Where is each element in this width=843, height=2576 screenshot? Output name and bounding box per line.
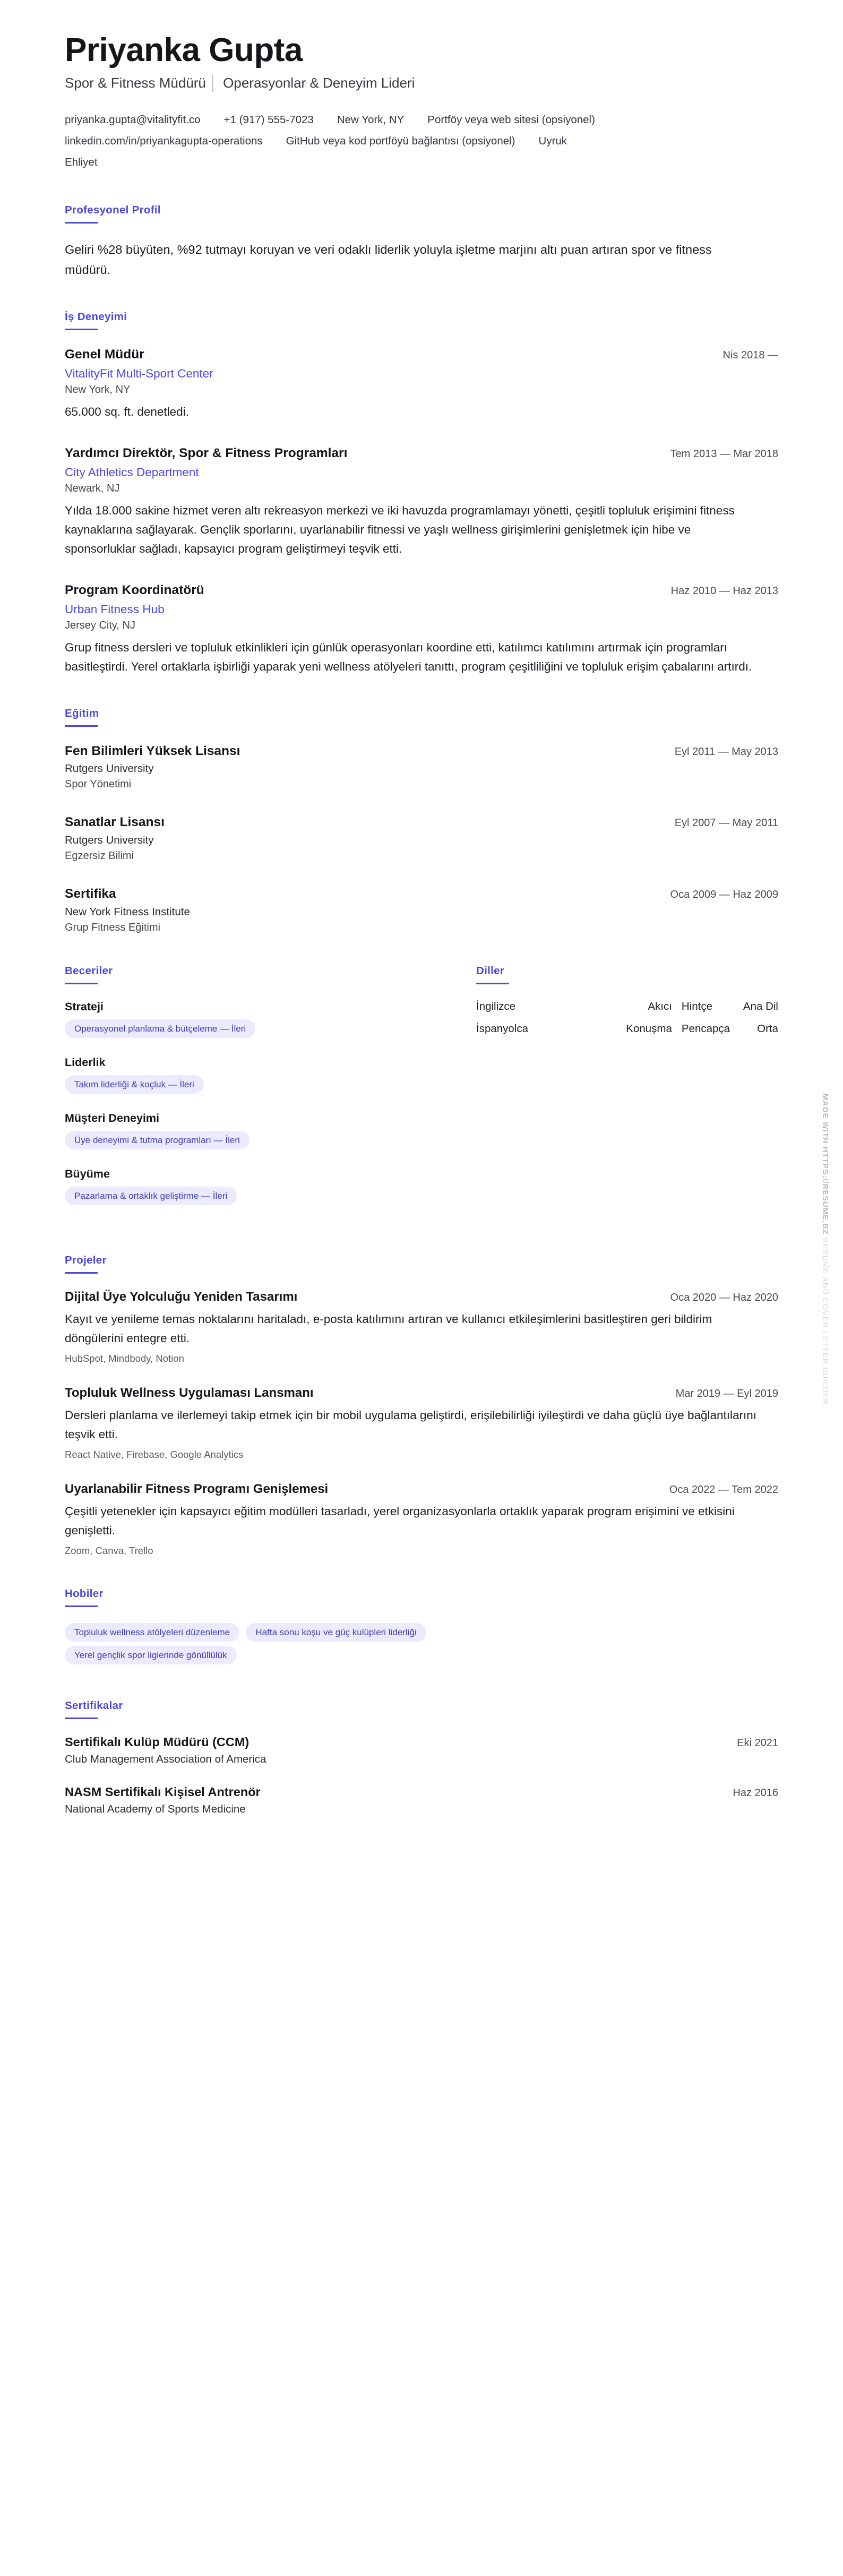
section-certificates [65, 1699, 778, 1816]
contact-block [65, 109, 778, 173]
certificate-date: Haz 2016 [733, 1787, 778, 1799]
section-title-summary: Profesyonel Profil [65, 203, 161, 216]
language-name: İngilizce [476, 1000, 516, 1013]
project-title: Uyarlanabilir Fitness Programı Genişlemesi [65, 1482, 329, 1497]
language-secondary-name: Hintçe [681, 1000, 713, 1013]
education-field: Grup Fitness Eğitimi [65, 922, 161, 934]
resume-header [65, 33, 778, 173]
education-entry-head [65, 743, 778, 760]
experience-entry-head [65, 582, 778, 599]
experience-description: Grup fitness dersleri ve topluluk etkinlikleri için günlük operasyonları koordine etti, katılımcı katılımını artırmak için programları basitleştirdi. Yerel ortaklarla işbirliği yaparak yeni wellness atölyeleri tanıttı, program çeşitliliğini ve topluluk erişim çabalarını artırdı. [65, 640, 752, 673]
section-title-education: Eğitim [65, 707, 99, 719]
section-title-languages: Diller [476, 965, 505, 977]
education-degree: Sertifika [65, 887, 116, 901]
hobby-pill: Hafta sonu koşu ve güç kulüpleri liderliği [246, 1623, 426, 1642]
education-entry [65, 814, 778, 862]
section-rule [476, 983, 509, 984]
languages-table [476, 1000, 778, 1045]
project-title: Dijital Üye Yolculuğu Yeniden Tasarımı [65, 1290, 298, 1304]
education-date: Eyl 2011 — May 2013 [674, 745, 778, 758]
language-proficiency: Konuşma [626, 1023, 672, 1035]
project-date: Oca 2022 — Tem 2022 [669, 1484, 778, 1496]
section-title-skills: Beceriler [65, 965, 113, 977]
contact-github-placeholder[interactable]: GitHub veya kod portföyü bağlantısı (opsiyonel) [286, 134, 515, 147]
language-row [476, 1023, 778, 1045]
education-degree: Sanatlar Lisansı [65, 815, 165, 830]
experience-description: Yılda 18.000 sakine hizmet veren altı rekreasyon merkezi ve iki havuzda programlamayı yönetti, çeşitli topluluk erişimini fitness kaynaklarına sağlayarak. Gençlik sporlarını, uyarlanabilir fitnessi ve yaşlı wellness girişimlerini genişletmek için hibe ve sponsorluklar sağladı, kapsayıcı program geliştirmeyi teşvik etti. [65, 503, 735, 555]
page-title: Priyanka Gupta [65, 32, 303, 68]
experience-job-title: Genel Müdür [65, 347, 144, 362]
skill-group [65, 1112, 455, 1154]
section-title-hobbies: Hobiler [65, 1587, 104, 1600]
project-entry [65, 1290, 778, 1364]
project-date: Mar 2019 — Eyl 2019 [675, 1388, 778, 1400]
language-secondary-level: Orta [757, 1023, 778, 1035]
experience-location: Newark, NJ [65, 482, 120, 494]
section-rule [65, 1272, 98, 1274]
project-tools: HubSpot, Mindbody, Notion [65, 1353, 184, 1364]
certificate-entry [65, 1785, 778, 1816]
section-skills-languages [65, 965, 778, 1223]
project-tools: Zoom, Canva, Trello [65, 1545, 153, 1557]
section-education [65, 707, 778, 934]
section-rule [65, 725, 98, 727]
section-rule [65, 222, 98, 224]
education-entry [65, 886, 778, 934]
experience-organization[interactable]: VitalityFit Multi-Sport Center [65, 366, 213, 380]
contact-nationality-placeholder[interactable]: Uyruk [538, 134, 567, 147]
education-degree: Fen Bilimleri Yüksek Lisansı [65, 743, 240, 758]
watermark-primary: MADE WITH HTTPS://RESUME.BZ [821, 1094, 829, 1235]
experience-organization[interactable]: City Athletics Department [65, 465, 199, 479]
project-description: Çeşitli yetenekler için kapsayıcı eğitim modülleri tasarladı, yerel organizasyonlarla ortaklık yaparak program erişimini ve etkisini genişletti. [65, 1505, 735, 1538]
experience-date: Nis 2018 — [722, 349, 778, 361]
certificate-title: Sertifikalı Kulüp Müdürü (CCM) [65, 1735, 250, 1749]
experience-organization[interactable]: Urban Fitness Hub [65, 602, 165, 616]
contact-email[interactable]: priyanka.gupta@vitalityfit.co [65, 113, 201, 126]
section-title-experience: İş Deneyimi [65, 310, 127, 323]
skill-group [65, 1000, 455, 1042]
headline-separator: │ [209, 74, 218, 91]
languages-column [476, 965, 778, 1223]
section-title-certificates: Sertifikalar [65, 1699, 123, 1712]
experience-job-title: Program Koordinatörü [65, 582, 204, 597]
contact-row-2 [65, 131, 778, 152]
builder-watermark [821, 1094, 829, 1405]
skill-group [65, 1167, 455, 1209]
education-field: Egzersiz Bilimi [65, 850, 134, 862]
skill-group-title: Büyüme [65, 1167, 110, 1181]
project-tools: React Native, Firebase, Google Analytics [65, 1449, 244, 1461]
experience-entry [65, 445, 778, 559]
watermark-secondary: RESUME AND COVER LETTER BUILDER [821, 1235, 829, 1405]
section-rule [65, 329, 98, 330]
experience-entry-head [65, 445, 778, 462]
skill-group [65, 1056, 455, 1098]
education-date: Eyl 2007 — May 2011 [674, 817, 778, 829]
contact-row-1 [65, 109, 778, 131]
experience-entry [65, 346, 778, 422]
contact-portfolio-placeholder[interactable]: Portföy veya web sitesi (opsiyonel) [427, 113, 595, 126]
skill-pill: Pazarlama & ortaklık geliştirme — İleri [65, 1187, 237, 1205]
language-secondary-name: Pencapça [681, 1023, 730, 1035]
experience-entry-head [65, 346, 778, 363]
skill-pill: Üye deneyimi & tutma programları — İleri [65, 1131, 250, 1149]
headline [65, 75, 778, 91]
education-field: Spor Yönetimi [65, 778, 132, 791]
skill-group-title: Liderlik [65, 1056, 106, 1069]
headline-role: Spor & Fitness Müdürü [65, 74, 206, 91]
language-proficiency: Akıcı [648, 1000, 672, 1013]
project-date: Oca 2020 — Haz 2020 [670, 1292, 778, 1304]
contact-row-3 [65, 152, 778, 173]
contact-location: New York, NY [337, 113, 405, 126]
contact-phone[interactable]: +1 (917) 555-7023 [223, 113, 314, 126]
project-title: Topluluk Wellness Uygulaması Lansmanı [65, 1386, 314, 1401]
experience-location: Jersey City, NJ [65, 619, 135, 631]
project-entry [65, 1386, 778, 1461]
experience-date: Tem 2013 — Mar 2018 [670, 448, 778, 460]
education-school: Rutgers University [65, 762, 154, 775]
hobby-list [65, 1623, 755, 1669]
experience-entry [65, 582, 778, 676]
contact-license-placeholder[interactable]: Ehliyet [65, 156, 98, 168]
language-name: İspanyolca [476, 1023, 529, 1035]
education-entry-head [65, 814, 778, 831]
section-hobbies [65, 1587, 778, 1669]
project-entry-head [65, 1290, 778, 1304]
section-experience [65, 311, 778, 676]
skill-group-title: Strateji [65, 1000, 104, 1014]
section-title-projects: Projeler [65, 1254, 107, 1267]
education-school: New York Fitness Institute [65, 906, 190, 918]
education-entry [65, 743, 778, 791]
experience-date: Haz 2010 — Haz 2013 [670, 585, 778, 597]
summary-text: Geliri %28 büyüten, %92 tutmayı koruyan ve veri odaklı liderlik yoluyla işletme marjını altı puan artıran spor ve fitness müdürü. [65, 242, 712, 277]
education-date: Oca 2009 — Haz 2009 [670, 889, 778, 901]
section-rule [65, 1718, 98, 1719]
certificate-date: Eki 2021 [737, 1737, 778, 1749]
contact-linkedin[interactable]: linkedin.com/in/priyankagupta-operations [65, 134, 263, 147]
certificate-issuer: National Academy of Sports Medicine [65, 1803, 246, 1816]
project-entry [65, 1482, 778, 1557]
project-description: Dersleri planlama ve ilerlemeyi takip etmek için bir mobil uygulama geliştirdi, erişilebilirliği iyileştirdi ve daha güçlü üye bağlantılarını teşvik etti. [65, 1409, 757, 1441]
hobby-pill: Yerel gençlik spor liglerinde gönüllülük [65, 1646, 237, 1664]
certificate-entry [65, 1735, 778, 1766]
project-description: Kayıt ve yenileme temas noktalarını haritaladı, e-posta katılımını artıran ve kullanıcı etkileşimlerini basitleştiren geri bildirim döngülerini entegre etti. [65, 1312, 712, 1345]
education-school: Rutgers University [65, 834, 154, 847]
skills-column [65, 965, 455, 1223]
certificate-entry-head [65, 1785, 778, 1799]
section-rule [65, 983, 98, 984]
certificate-issuer: Club Management Association of America [65, 1753, 266, 1766]
certificate-title: NASM Sertifikalı Kişisel Antrenör [65, 1785, 261, 1799]
skill-pill: Takım liderliği & koçluk — İleri [65, 1075, 204, 1094]
experience-description: 65.000 sq. ft. denetledi. [65, 405, 189, 418]
language-secondary-level: Ana Dil [743, 1000, 778, 1013]
section-summary [65, 204, 778, 280]
section-projects [65, 1254, 778, 1557]
headline-specialty: Operasyonlar & Deneyim Lideri [223, 74, 415, 91]
project-entry-head [65, 1482, 778, 1497]
project-entry-head [65, 1386, 778, 1401]
section-rule [65, 1605, 98, 1607]
skill-group-title: Müşteri Deneyimi [65, 1112, 160, 1125]
experience-job-title: Yardımcı Direktör, Spor & Fitness Programları [65, 445, 348, 460]
certificate-entry-head [65, 1735, 778, 1749]
experience-location: New York, NY [65, 383, 131, 396]
education-entry-head [65, 886, 778, 903]
skill-pill: Operasyonel planlama & bütçeleme — İleri [65, 1019, 255, 1038]
language-row [476, 1000, 778, 1023]
hobby-pill: Topluluk wellness atölyeleri düzenleme [65, 1623, 239, 1642]
